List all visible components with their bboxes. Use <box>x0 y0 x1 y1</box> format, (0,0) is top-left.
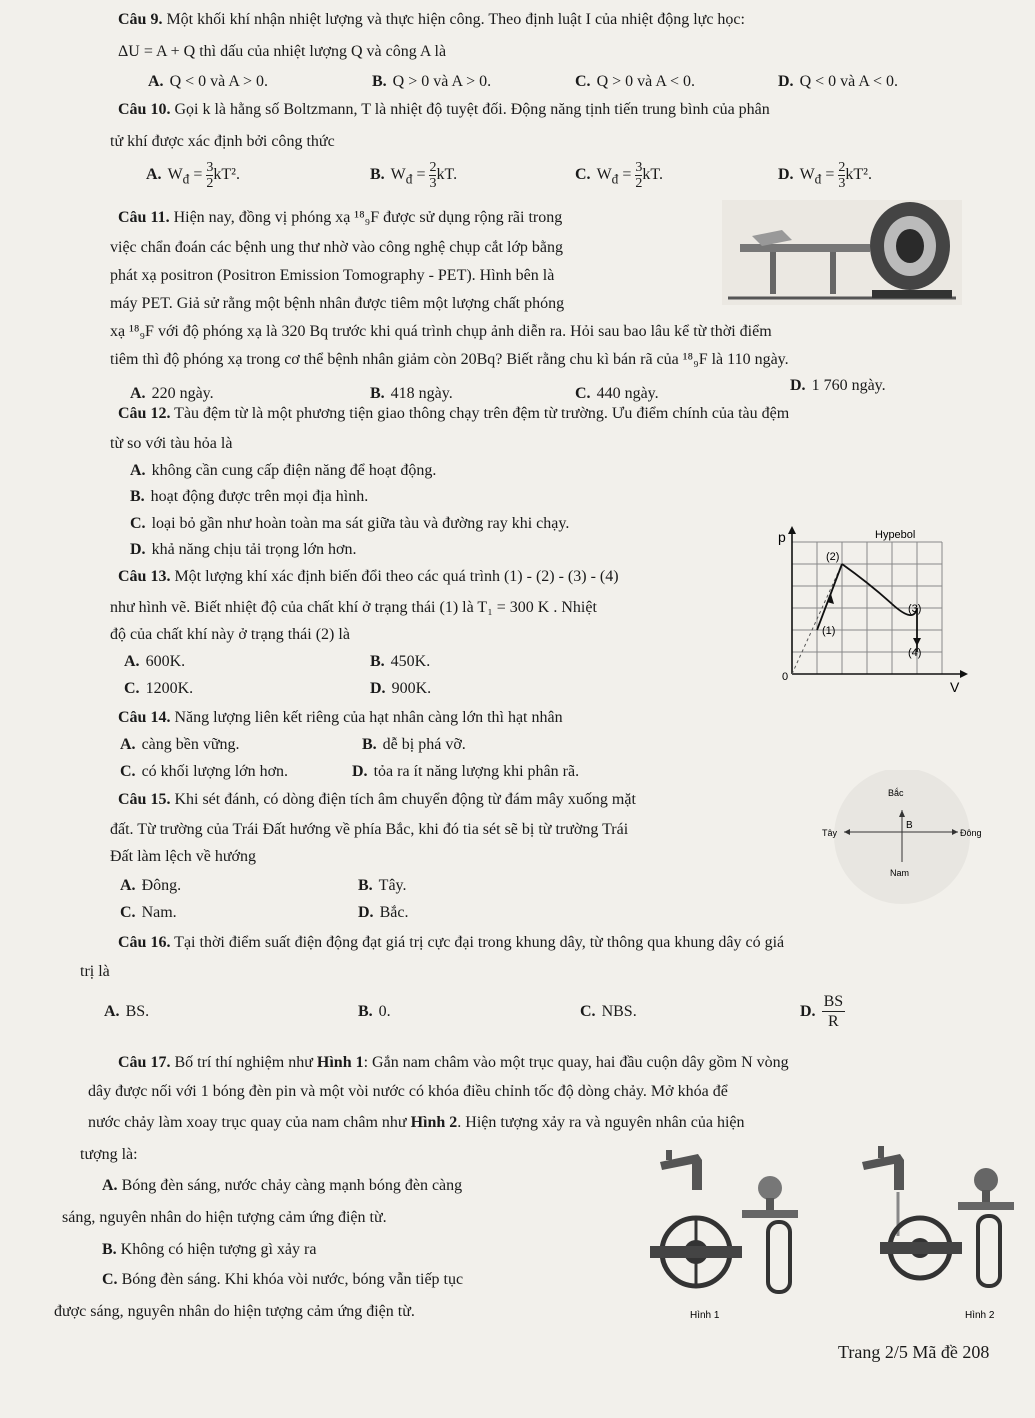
arrow-3-4 <box>913 638 921 646</box>
q11-line1: Câu 11. Hiện nay, đồng vị phóng xạ ¹⁸₉F được sử dụng rộng rãi trong <box>118 209 563 226</box>
q10-number: Câu 10. <box>118 101 171 118</box>
q13-option-c: C. 1200K. <box>124 680 194 697</box>
q11-line3: phát xạ positron (Positron Emission Tomography - PET). Hình bên là <box>110 267 555 284</box>
q10-option-c: C. $W_đ$ = $\frac{3}{2}$ kT. <box>575 160 663 191</box>
bulb-2-icon <box>974 1168 998 1192</box>
q14-option-b: B. dễ bị phá vỡ. <box>362 736 466 753</box>
q14-option-c: C. có khối lượng lớn hơn. <box>120 763 289 780</box>
q9-text1: Một khối khí nhận nhiệt lượng và thực hiện công. Theo định luật I của nhiệt động lực học: <box>166 11 745 28</box>
q15-number: Câu 15. <box>118 791 171 808</box>
q10-line2: tử khí được xác định bởi công thức <box>110 133 335 150</box>
q12-option-b: B. hoạt động được trên mọi địa hình. <box>130 488 369 505</box>
magnet-2-icon <box>880 1242 962 1254</box>
q13-option-b: B. 450K. <box>370 653 431 670</box>
q16-line1: Câu 16. Tại thời điểm suất điện động đạt giá trị cực đại trong khung dây, từ thông qua khung dây có giá <box>118 934 785 951</box>
faucet-2-icon <box>862 1154 904 1190</box>
q9-option-d: D. Q < 0 và A < 0. <box>778 73 899 90</box>
q11-option-d: D. 1 760 ngày. <box>790 377 886 394</box>
q9-line1 <box>118 10 745 30</box>
q11-option-b: B. 418 ngày. <box>370 385 453 402</box>
q13-option-a: A. 600K. <box>124 653 186 670</box>
q17-option-a-line1: A. Bóng đèn sáng, nước chảy càng mạnh bóng đèn càng <box>102 1177 463 1194</box>
q17-option-c-line1: C. Bóng đèn sáng. Khi khóa vòi nước, bóng vẫn tiếp tục <box>102 1271 464 1288</box>
q10-b-fraction: $\frac{2}{3}$ <box>429 160 437 191</box>
coil-2-icon <box>978 1216 1000 1286</box>
state-3-label: (3) <box>908 603 922 615</box>
q13-option-d: D. 900K. <box>370 680 432 697</box>
q17-line4: tượng là: <box>80 1146 138 1163</box>
q9-number: Câu 9. <box>118 11 163 28</box>
q9-line2: ΔU = A + Q thì dấu của nhiệt lượng Q và công A là <box>118 43 447 60</box>
q15-option-c: C. Nam. <box>120 904 177 921</box>
v-axis-arrow <box>960 670 968 678</box>
figure-1 <box>650 1150 798 1321</box>
q14-line1: Câu 14. Năng lượng liên kết riêng của hạt nhân càng lớn thì hạt nhân <box>118 709 563 726</box>
q10-line1: Câu 10. Gọi k là hằng số Boltzmann, T là nhiệt độ tuyệt đối. Động năng tịnh tiến trung bình của phân <box>118 101 770 118</box>
q17-line3: nước chảy làm xoay trục quay của nam châm như Hình 2. Hiện tượng xảy ra và nguyên nhân của hiện <box>88 1114 745 1131</box>
p-label: p <box>778 529 786 545</box>
figure-1-caption: Hình 1 <box>690 1310 720 1321</box>
q9-option-c: C. Q > 0 và A < 0. <box>575 73 696 90</box>
pv-diagram <box>770 522 975 700</box>
q12-number: Câu 12. <box>118 405 171 422</box>
magnet-1-icon <box>650 1246 742 1258</box>
q11-number: Câu 11. <box>118 209 170 226</box>
west-label: Tây <box>822 828 838 838</box>
q10-option-d: D. $W_đ$ = $\frac{2}{3}$ kT². <box>778 160 872 191</box>
q11-option-c: C. 440 ngày. <box>575 385 659 402</box>
q15-option-d: D. Bắc. <box>358 904 409 921</box>
state-4-label: (4) <box>908 647 922 659</box>
q15-line3: Đất làm lệch về hướng <box>110 848 256 865</box>
q13-line1: Câu 13. Một lượng khí xác định biến đổi theo các quá trình (1) - (2) - (3) - (4) <box>118 568 619 585</box>
q17-line1: Câu 17. Bố trí thí nghiệm như Hình 1: Gắn nam châm vào một trục quay, hai đầu cuộn dây gồm N vòng <box>118 1054 789 1071</box>
q17-option-b: B. Không có hiện tượng gì xảy ra <box>102 1241 317 1258</box>
p-axis-arrow <box>788 526 796 534</box>
q11-line5: xạ ¹⁸₉F với độ phóng xạ là 320 Bq trước khi quá trình chụp ảnh diễn ra. Hỏi sau bao lâu kể từ thời điểm <box>110 323 772 340</box>
bulb-1-icon <box>758 1176 782 1200</box>
south-label: Nam <box>890 868 910 878</box>
coil-1-icon <box>768 1222 790 1292</box>
q10-d-fraction: $\frac{2}{3}$ <box>838 160 846 191</box>
q16-option-d: D. $\frac{BS}{R}$ <box>800 993 844 1030</box>
state-1-label: (1) <box>822 625 836 637</box>
q11-line4: máy PET. Giả sử rằng một bệnh nhân được tiêm một lượng chất phóng <box>110 295 565 312</box>
q13-line3: độ của chất khí này ở trạng thái (2) là <box>110 626 350 643</box>
q17-option-c-line2: được sáng, nguyên nhân do hiện tượng cảm ứng điện từ. <box>54 1303 415 1320</box>
q15-option-b: B. Tây. <box>358 877 407 894</box>
page-footer: Trang 2/5 Mã đề 208 <box>838 1342 990 1362</box>
q10-option-a: A. $W_đ$ = $\frac{3}{2}$ kT². <box>146 160 240 191</box>
east-label: Đông <box>960 828 982 838</box>
q16-line2: trị là <box>80 963 110 980</box>
q16-option-c: C. NBS. <box>580 1003 637 1020</box>
q16-option-a: A. BS. <box>104 1003 150 1020</box>
pet-machine-image <box>722 200 962 305</box>
b-field-label: B <box>906 820 913 831</box>
q9-option-b: B. Q > 0 và A > 0. <box>372 73 492 90</box>
q15-option-a: A. Đông. <box>120 877 182 894</box>
q9-option-a: A. Q < 0 và A > 0. <box>148 73 269 90</box>
q15-line2: đất. Từ trường của Trái Đất hướng về phía Bắc, khi đó tia sét sẽ bị từ trường Trái <box>110 821 629 838</box>
process-2-3-hyperbola <box>842 564 917 615</box>
q11-line2: việc chẩn đoán các bệnh ung thư nhờ vào công nghệ chụp cắt lớp bằng <box>110 239 563 256</box>
north-label: Bắc <box>888 788 904 798</box>
q16-d-fraction: $\frac{BS}{R}$ <box>823 993 844 1030</box>
q12-option-c: C. loại bỏ gần như hoàn toàn ma sát giữa tàu và đường ray khi chạy. <box>130 515 570 532</box>
q12-line2: từ so với tàu hỏa là <box>110 435 233 452</box>
state-2-label: (2) <box>826 551 840 563</box>
q13-number: Câu 13. <box>118 568 171 585</box>
q16-option-b: B. 0. <box>358 1003 391 1020</box>
q14-option-d: D. tỏa ra ít năng lượng khi phân rã. <box>352 763 580 780</box>
figure-2 <box>862 1146 1014 1321</box>
q16-number: Câu 16. <box>118 934 171 951</box>
q10-option-b: B. $W_đ$ = $\frac{2}{3}$ kT. <box>370 160 458 191</box>
q15-line1: Câu 15. Khi sét đánh, có dòng điện tích âm chuyển động từ đám mây xuống mặt <box>118 791 636 808</box>
v-label: V <box>950 679 960 695</box>
q12-option-a: A. không cần cung cấp điện năng để hoạt động. <box>130 462 437 479</box>
q11-line6: tiêm thì độ phóng xạ trong cơ thể bệnh nhân giảm còn 20Bq? Biết rằng chu kì bán rã của ¹⁸₉F là 110 ngày. <box>110 351 789 368</box>
q14-number: Câu 14. <box>118 709 171 726</box>
q10-a-fraction: $\frac{3}{2}$ <box>206 160 214 191</box>
q14-option-a: A. càng bền vững. <box>120 736 240 753</box>
q13-line2: như hình vẽ. Biết nhiệt độ của chất khí ở trạng thái (1) là T₁ = 300 K . Nhiệt <box>110 599 597 616</box>
q12-option-d: D. khả năng chịu tải trọng lớn hơn. <box>130 541 357 558</box>
q17-line2: dây được nối với 1 bóng đèn pin và một vòi nước có khóa điều chỉnh tốc độ dòng chảy. Mở khóa để <box>88 1083 728 1100</box>
experiment-figures <box>630 1140 1035 1330</box>
compass-diagram <box>812 770 992 910</box>
figure-2-caption: Hình 2 <box>965 1310 995 1321</box>
q17-number: Câu 17. <box>118 1054 171 1071</box>
q10-c-fraction: $\frac{3}{2}$ <box>635 160 643 191</box>
origin-label: 0 <box>782 671 789 683</box>
q17-option-a-line2: sáng, nguyên nhân do hiện tượng cảm ứng điện từ. <box>62 1209 387 1226</box>
q12-line1: Câu 12. Tàu đệm từ là một phương tiện giao thông chạy trên đệm từ trường. Ưu điểm chính của tàu đệm <box>118 405 790 422</box>
hyperbola-label: Hypebol <box>875 529 916 541</box>
q11-option-a: A. 220 ngày. <box>130 385 214 402</box>
